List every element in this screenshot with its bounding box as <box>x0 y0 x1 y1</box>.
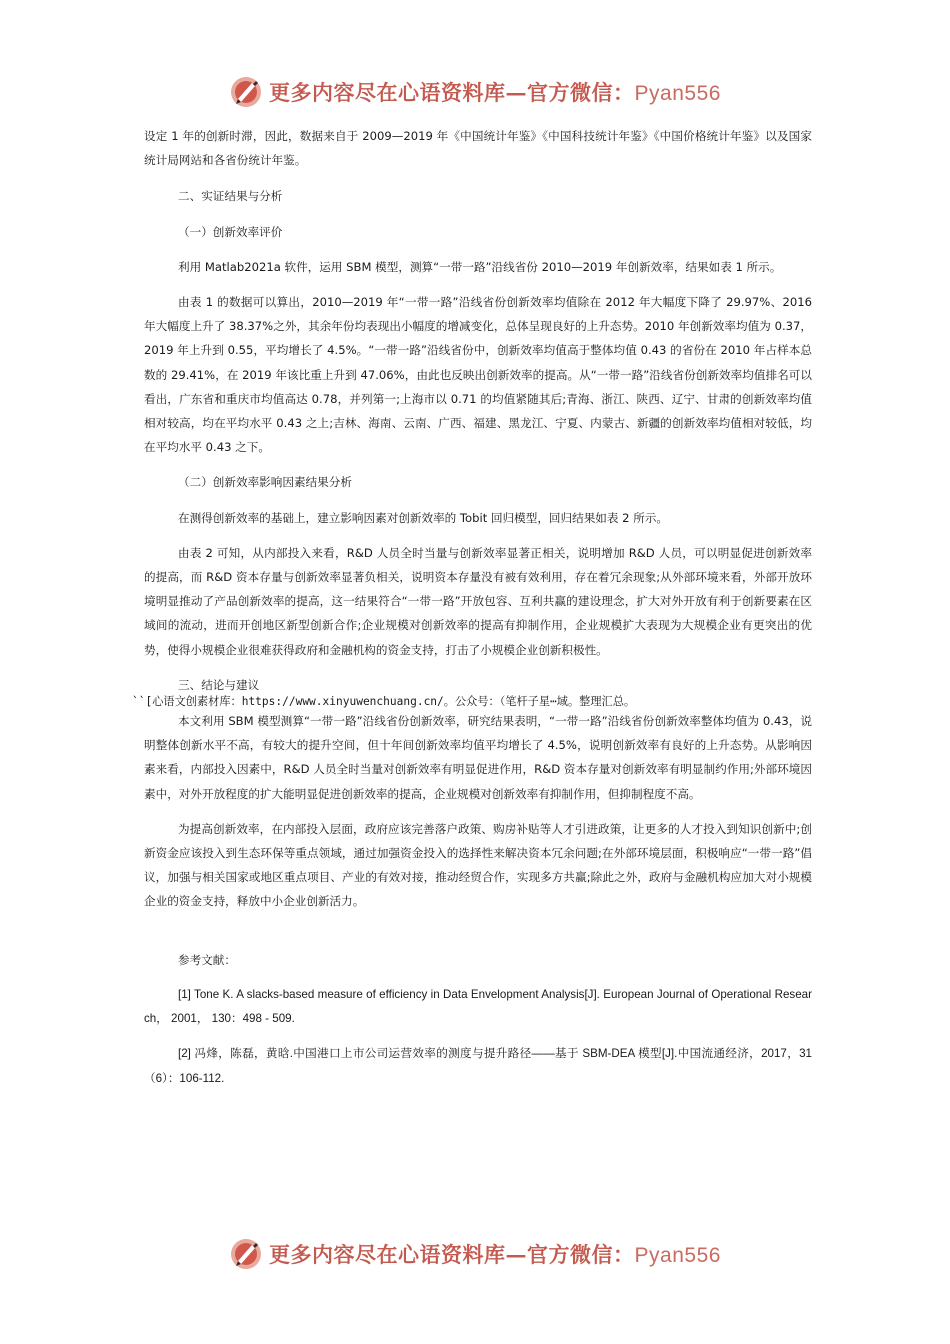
quill-logo-icon <box>229 75 263 109</box>
document-body <box>132 124 812 1091</box>
para-data-sources: 设定 1 年的创新时滞，因此，数据来自于 2009—2019 年《中国统计年鉴》《中国科技统计年鉴》《中国价格统计年鉴》以及国家统计局网站和各省份统计年鉴。 <box>144 129 812 168</box>
heading-factor-analysis: （二）创新效率影响因素结果分析 <box>178 475 352 490</box>
para-table1-analysis: 由表 1 的数据可以算出，2010—2019 年“一带一路”沿线省份创新效率均值除在 2012 年大幅度下降了 29.97%、2016 年大幅度上升了 38.37%之外，其余年份均表现出小幅度的增减变化，总体呈现良好的上升态势。2010 年创新效率均值为 0.37，2019 年上升到 0.55，平均增长了 4.5%。“一带一路”沿线省份中，创新效率均值高于整体均值 0.43 的省份在 2010 年占样本总数的 29.41%，在 2019 年该比重上升到 47.06%，由此也反映出创新效率的提高。从“一带一路”沿线省份创新效率均值排名可以看出，广东省和重庆市均值高达 0.78，并列第一;上海市以 0.71 的均值紧随其后;青海、浙江、陕西、辽宁、甘肃的创新效率均值相对较高，均在平均水平 0.43 之上;吉林、海南、云南、广西、福建、黑龙江、宁夏、内蒙古、新疆的创新效率均值相对较低，均在平均水平 0.43 之下。 <box>144 295 812 455</box>
para-matlab-sbm: 利用 Matlab2021a 软件，运用 SBM 模型，测算“一带一路”沿线省份 2010—2019 年创新效率，结果如表 1 所示。 <box>178 259 782 274</box>
watermark-line: ``[心语文创素材库：https://www.xinyuwenchuang.cn/。公众号：（笔杆子星⋯域。整理汇总。 <box>132 695 636 709</box>
references-title: 参考文献： <box>178 952 236 967</box>
reference-item: [1] Tone K. A slacks-based measure of efficiency in Data Envelopment Analysis[J]. European Journal of Operational Research， 2001， 130：498 - 509. <box>144 987 812 1026</box>
quill-logo-icon <box>229 1237 263 1271</box>
reference-item: [2] 冯烽，陈磊，黄晗.中国港口上市公司运营效率的测度与提升路径——基于 SBM-DEA 模型[J].中国流通经济，2017，31（6）：106-112. <box>144 1047 812 1085</box>
para-table2-analysis: 由表 2 可知，从内部投入来看，R&D 人员全时当量与创新效率显著正相关，说明增加 R&D 人员，可以明显促进创新效率的提高，而 R&D 资本存量与创新效率显著负相关，说明资本存量没有被有效利用，存在着冗余现象;从外部环境来看，外部开放环境明显推动了产品创新效率的提高，这一结果符合“一带一路”开放包容、互利共赢的建设理念，扩大对外开放有利于创新要素在区域间的流动，进而开创地区新型创新合作;企业规模对创新效率的提高有抑制作用，企业规模扩大表现为大规模企业有更突出的优势，使得小规模企业很难获得政府和金融机构的资金支持，打击了小规模企业创新积极性。 <box>144 545 812 657</box>
para-tobit-model: 在测得创新效率的基础上，建立影响因素对创新效率的 Tobit 回归模型，回归结果如表 2 所示。 <box>178 510 669 525</box>
banner-wechat-id: Pyan556 <box>634 1244 721 1267</box>
para-suggestions: 为提高创新效率，在内部投入层面，政府应该完善落户政策、购房补贴等人才引进政策，让更多的人才投入到知识创新中;创新资金应该投入到生态环保等重点领域，通过加强资金投入的选择性来解决资本冗余问题;在外部环境层面，积极响应“一带一路”倡议，加强与相关国家或地区重点项目、产业的有效对接，推动经贸合作，实现多方共赢;除此之外，政府与金融机构应加大对小规模企业的资金支持，释放中小企业创新活力。 <box>144 821 812 909</box>
header-banner <box>0 70 950 114</box>
banner-main-text: 更多内容尽在心语资料库—官方微信： <box>269 1242 635 1267</box>
para-conclusion: 本文利用 SBM 模型测算“一带一路”沿线省份创新效率，研究结果表明，“一带一路”沿线省份创新效率整体均值为 0.43，说明整体创新水平不高，有较大的提升空间，但十年间创新效率均值平均增长了 4.5%，说明创新效率有良好的上升态势。从影响因素来看，内部投入因素中，R&D 人员全时当量对创新效率有明显促进作用，R&D 资本存量对创新效率有明显制约作用;外部环境因素中，对外开放程度的扩大能明显促进创新效率的提高，企业规模对创新效率有抑制作用，但抑制程度不高。 <box>144 714 812 801</box>
banner-wechat-id: Pyan556 <box>634 82 721 105</box>
banner-text <box>269 77 721 107</box>
heading-conclusions: 三、结论与建议 <box>178 677 260 692</box>
banner-main-text: 更多内容尽在心语资料库—官方微信： <box>269 80 635 105</box>
heading-efficiency-evaluation: （一）创新效率评价 <box>178 224 283 239</box>
heading-empirical-results: 二、实证结果与分析 <box>178 189 283 204</box>
footer-banner <box>0 1232 950 1276</box>
banner-text <box>269 1239 721 1269</box>
